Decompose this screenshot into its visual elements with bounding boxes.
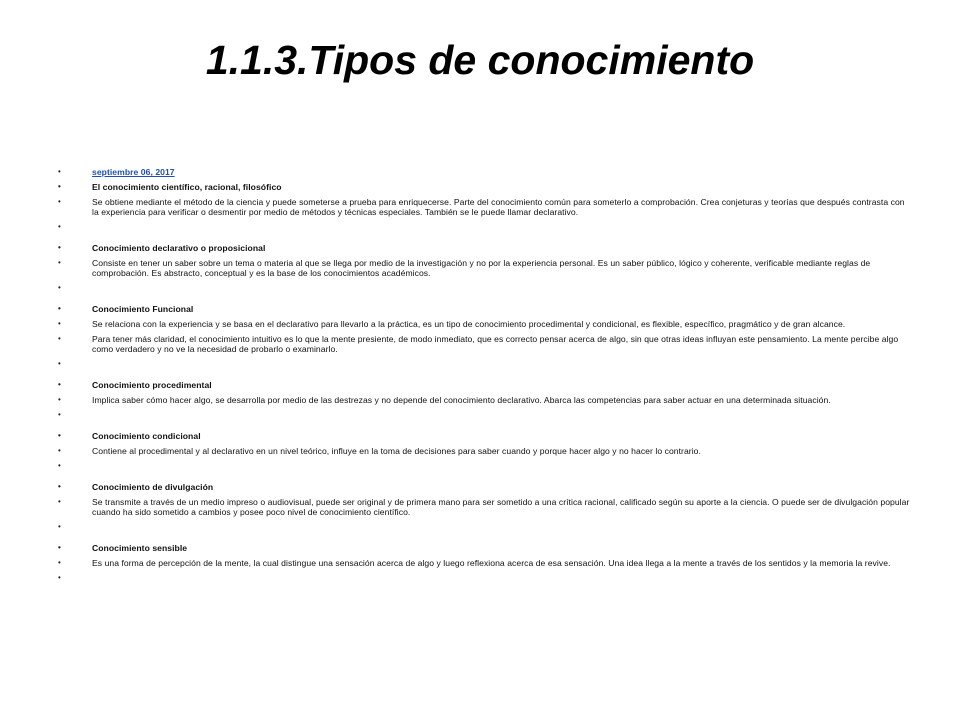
empty-bullet: [56, 410, 912, 420]
section-paragraph: • Para tener más claridad, el conocimiento intuitivo es lo que la mente presiente, de modo inmediato, que es correcto pensar acerca de algo, sin que otras ideas influyan este pensamiento. La mente percibe algo como verdadero y no ve la necesidad de probarlo o examinarlo.: [56, 334, 912, 354]
empty-bullet: [56, 522, 912, 532]
date-bullet: [56, 167, 912, 177]
section-heading: • Conocimiento de divulgación: [56, 482, 912, 492]
section-paragraph: • Se relaciona con la experiencia y se basa en el declarativo para llevarlo a la práctica, es un tipo de conocimiento procedimental y condicional, es flexible, específico, pragmático y de gran alcance.: [56, 319, 912, 329]
section-heading: • Conocimiento condicional: [56, 431, 912, 441]
section-paragraph: • Se transmite a través de un medio impreso o audiovisual, puede ser original y de primera mano para ser sometido a una crítica racional, calificado según su aporte a la ciencia. O puede ser de divulgación popular cuando ha sido sometido a cambios y posee poco nivel de conocimiento científico.: [56, 497, 912, 517]
empty-bullet: [56, 461, 912, 471]
bullet-list: [56, 167, 912, 583]
section-heading: • Conocimiento declarativo o proposicional: [56, 243, 912, 253]
section-paragraph: • Es una forma de percepción de la mente, la cual distingue una sensación acerca de algo y luego reflexiona acerca de esa sensación. Una idea llega a la mente a través de los sentidos y la memoria la revive.: [56, 558, 912, 568]
section-paragraph: • Contiene al procedimental y al declarativo en un nivel teórico, influye en la toma de decisiones para saber cuando y porque hacer algo y no hacer lo contrario.: [56, 446, 912, 456]
empty-bullet: [56, 283, 912, 293]
date-link[interactable]: septiembre 06, 2017: [92, 167, 175, 177]
section-heading: • Conocimiento sensible: [56, 543, 912, 553]
section-paragraph: • Implica saber cómo hacer algo, se desarrolla por medio de las destrezas y no depende del conocimiento declarativo. Abarca las competencias para saber actuar en una determinada situación.: [56, 395, 912, 405]
section-paragraph: • Consiste en tener un saber sobre un tema o materia al que se llega por medio de la investigación y no por la experiencia personal. Es un saber público, lógico y coherente, verificable mediante reglas de comprobación. Es abstracto, conceptual y es la base de los conocimientos académicos.: [56, 258, 912, 278]
section-heading: • Conocimiento procedimental: [56, 380, 912, 390]
slide-content: [56, 167, 912, 588]
section-heading: • Conocimiento Funcional: [56, 304, 912, 314]
slide-title: 1.1.3.Tipos de conocimiento: [205, 37, 755, 83]
empty-bullet: [56, 573, 912, 583]
section-heading: • El conocimiento científico, racional, filosófico: [56, 182, 912, 192]
section-paragraph: • Se obtiene mediante el método de la ciencia y puede someterse a prueba para enriquecerse. Parte del conocimiento común para someterlo a comprobación. Crea conjeturas y teorías que después contrasta con la experiencia para verificar o desmentir por medio de métodos y técnicas especiales. También se le puede llamar declarativo.: [56, 197, 912, 217]
empty-bullet: [56, 359, 912, 369]
empty-bullet: [56, 222, 912, 232]
